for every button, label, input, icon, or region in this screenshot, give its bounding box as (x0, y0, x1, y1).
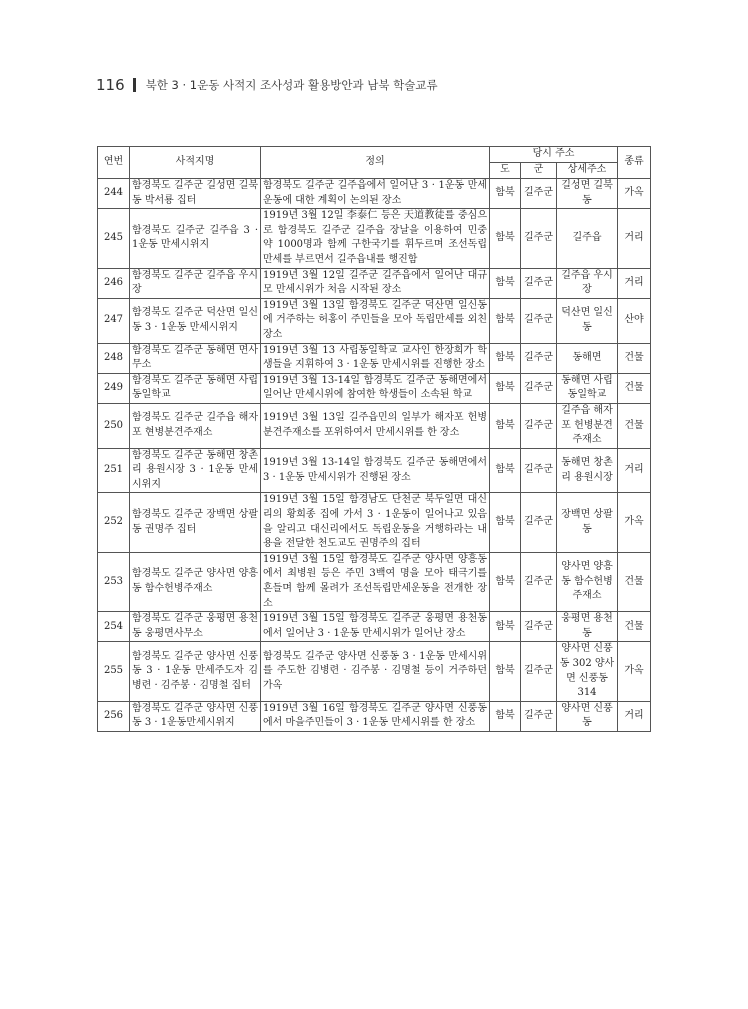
address-gun-cell: 길주군 (521, 268, 557, 298)
address-gun-cell: 길주군 (521, 552, 557, 611)
site-name-cell: 함경북도 길주군 덕산면 일신동 3 · 1운동 만세시위지 (130, 298, 261, 343)
address-gun-cell: 길주군 (521, 179, 557, 209)
address-do-cell: 함북 (490, 403, 521, 448)
row-number-cell: 245 (98, 209, 130, 268)
site-type-cell: 산야 (618, 298, 651, 343)
address-do-cell: 함북 (490, 701, 521, 731)
running-title: 북한 3 · 1운동 사적지 조사성과 활용방안과 남북 학술교류 (145, 78, 438, 92)
header-divider-bar (133, 78, 136, 92)
table-row (98, 701, 651, 731)
table-row (98, 209, 651, 268)
address-detail-cell: 장백면 상팔동 (557, 493, 618, 552)
site-type-cell: 가옥 (618, 642, 651, 701)
site-name-cell: 함경북도 길주군 장백면 상팔동 권명주 집터 (130, 493, 261, 552)
col-header-no: 연번 (98, 147, 130, 179)
address-gun-cell: 길주군 (521, 298, 557, 343)
col-header-type: 종류 (618, 147, 651, 179)
row-number-cell: 248 (98, 343, 130, 373)
address-do-cell: 함북 (490, 373, 521, 403)
address-detail-cell: 덕산면 일신동 (557, 298, 618, 343)
address-gun-cell: 길주군 (521, 373, 557, 403)
table-row (98, 612, 651, 642)
address-do-cell: 함북 (490, 268, 521, 298)
site-name-cell: 함경북도 길주군 동해면 창촌리 용원시장 3 · 1운동 만세시위지 (130, 448, 261, 493)
address-detail-cell: 동해면 사립동일학교 (557, 373, 618, 403)
address-detail-cell: 길성면 길북동 (557, 179, 618, 209)
definition-cell: 함경북도 길주군 길주읍에서 일어난 3 · 1운동 만세운동에 대한 계획이 논의된 장소 (261, 179, 490, 209)
address-do-cell: 함북 (490, 642, 521, 701)
address-gun-cell: 길주군 (521, 612, 557, 642)
row-number-cell: 256 (98, 701, 130, 731)
definition-cell: 1919년 3월 15일 함경북도 길주군 웅평면 용천동에서 일어난 3 · 1운동 만세시위가 일어난 장소 (261, 612, 490, 642)
address-gun-cell: 길주군 (521, 642, 557, 701)
address-do-cell: 함북 (490, 179, 521, 209)
address-do-cell: 함북 (490, 493, 521, 552)
site-name-cell: 함경북도 길주군 길주읍 해자포 현병분견주재소 (130, 403, 261, 448)
address-detail-cell: 동해면 (557, 343, 618, 373)
definition-cell: 1919년 3월 12일 길주군 길주읍에서 일어난 대규모 만세시위가 처음 시작된 장소 (261, 268, 490, 298)
definition-cell: 1919년 3월 15일 함경남도 단천군 북두일면 대신리의 황희종 집에 가서 3 · 1운동이 일어나고 있음을 알리고 대신리에서도 독립운동을 거행하라는 내용을 전달한 천도교도 권명주의 집터 (261, 493, 490, 552)
site-name-cell: 함경북도 길주군 동해면 사립동일학교 (130, 373, 261, 403)
definition-cell: 함경북도 길주군 양사면 신풍동 3 · 1운동 만세시위를 주도한 김병련 · 김주봉 · 김명철 등이 거주하던 가옥 (261, 642, 490, 701)
table-row (98, 403, 651, 448)
table-row (98, 343, 651, 373)
site-type-cell: 거리 (618, 268, 651, 298)
site-name-cell: 함경북도 길주군 길성면 길북동 박서룡 집터 (130, 179, 261, 209)
table-row (98, 552, 651, 611)
site-name-cell: 함경북도 길주군 길주읍 우시장 (130, 268, 261, 298)
definition-cell: 1919년 3월 12일 李泰仁 등은 天道教徒를 중심으로 함경북도 길주군 길주읍 장날을 이용하여 민중 약 1000명과 함께 구한국기를 휘두르며 조선독립만세를 부르면서 길주읍내를 행진함 (261, 209, 490, 268)
col-header-do: 도 (490, 163, 521, 179)
address-gun-cell: 길주군 (521, 448, 557, 493)
table-row (98, 493, 651, 552)
page-number: 116 (96, 76, 125, 94)
definition-cell: 1919년 3월 13 사립동일학교 교사인 한장희가 학생들을 지휘하여 3 · 1운동 만세시위를 진행한 장소 (261, 343, 490, 373)
site-type-cell: 가옥 (618, 179, 651, 209)
address-gun-cell: 길주군 (521, 209, 557, 268)
site-type-cell: 가옥 (618, 493, 651, 552)
col-header-definition: 정의 (261, 147, 490, 179)
definition-cell: 1919년 3월 13일 함경북도 길주군 덕산면 일신동에 거주하는 허홍이 주민들을 모아 독립만세를 외친 장소 (261, 298, 490, 343)
row-number-cell: 252 (98, 493, 130, 552)
address-detail-cell: 양사면 양흥동 함수헌병주재소 (557, 552, 618, 611)
row-number-cell: 246 (98, 268, 130, 298)
definition-cell: 1919년 3월 15일 함경북도 길주군 양사면 양흥동에서 최병원 등은 주민 3백여 명을 모아 태극기를 흔들며 함께 몰려가 조선독립만세운동을 전개한 장소 (261, 552, 490, 611)
row-number-cell: 244 (98, 179, 130, 209)
sites-table (97, 146, 651, 732)
site-type-cell: 거리 (618, 209, 651, 268)
address-gun-cell: 길주군 (521, 343, 557, 373)
address-gun-cell: 길주군 (521, 403, 557, 448)
address-gun-cell: 길주군 (521, 701, 557, 731)
table-row (98, 179, 651, 209)
col-header-address-group: 당시 주소 (490, 147, 618, 163)
site-name-cell: 함경북도 길주군 길주읍 3 · 1운동 만세시위지 (130, 209, 261, 268)
table-header-row (98, 147, 651, 163)
address-detail-cell: 길주읍 우시장 (557, 268, 618, 298)
address-detail-cell: 양사면 신풍동 (557, 701, 618, 731)
address-do-cell: 함북 (490, 612, 521, 642)
address-do-cell: 함북 (490, 448, 521, 493)
site-name-cell: 함경북도 길주군 양사면 신풍동 3 · 1운동 만세주도자 김병련 · 김주봉 · 김명철 집터 (130, 642, 261, 701)
table-row (98, 642, 651, 701)
running-header (96, 74, 438, 96)
definition-cell: 1919년 3월 13-14일 함경북도 길주군 동해면에서 3 · 1운동 만세시위가 진행된 장소 (261, 448, 490, 493)
col-header-detail: 상세주소 (557, 163, 618, 179)
address-detail-cell: 길주읍 해자포 헌병분견주재소 (557, 403, 618, 448)
table-row (98, 448, 651, 493)
site-name-cell: 함경북도 길주군 동해면 면사무소 (130, 343, 261, 373)
site-type-cell: 거리 (618, 448, 651, 493)
address-detail-cell: 양사면 신풍동 302 양사면 신풍동 314 (557, 642, 618, 701)
row-number-cell: 250 (98, 403, 130, 448)
address-gun-cell: 길주군 (521, 493, 557, 552)
site-name-cell: 함경북도 길주군 웅평면 용천동 웅평면사무소 (130, 612, 261, 642)
col-header-site: 사적지명 (130, 147, 261, 179)
definition-cell: 1919년 3월 13-14일 함경북도 길주군 동해면에서 일어난 만세시위에 참여한 학생들이 소속된 학교 (261, 373, 490, 403)
site-type-cell: 건물 (618, 373, 651, 403)
address-do-cell: 함북 (490, 298, 521, 343)
address-do-cell: 함북 (490, 209, 521, 268)
address-detail-cell: 웅평면 용천동 (557, 612, 618, 642)
row-number-cell: 255 (98, 642, 130, 701)
row-number-cell: 254 (98, 612, 130, 642)
site-type-cell: 건물 (618, 343, 651, 373)
address-do-cell: 함북 (490, 343, 521, 373)
col-header-gun: 군 (521, 163, 557, 179)
table-row (98, 298, 651, 343)
site-type-cell: 거리 (618, 701, 651, 731)
site-type-cell: 건물 (618, 552, 651, 611)
address-detail-cell: 동해면 창촌리 용원시장 (557, 448, 618, 493)
definition-cell: 1919년 3월 16일 함경북도 길주군 양사면 신풍동에서 마을주민들이 3 · 1운동 만세시위를 한 장소 (261, 701, 490, 731)
site-type-cell: 건물 (618, 612, 651, 642)
address-do-cell: 함북 (490, 552, 521, 611)
address-detail-cell: 길주읍 (557, 209, 618, 268)
row-number-cell: 247 (98, 298, 130, 343)
row-number-cell: 251 (98, 448, 130, 493)
definition-cell: 1919년 3월 13일 길주읍민의 일부가 해자포 헌병분견주재소를 포위하여서 만세시위를 한 장소 (261, 403, 490, 448)
site-type-cell: 건물 (618, 403, 651, 448)
site-name-cell: 함경북도 길주군 양사면 신풍동 3 · 1운동만세시위지 (130, 701, 261, 731)
table-row (98, 268, 651, 298)
site-name-cell: 함경북도 길주군 양사면 양흥동 함수헌병주재소 (130, 552, 261, 611)
table-row (98, 373, 651, 403)
row-number-cell: 249 (98, 373, 130, 403)
row-number-cell: 253 (98, 552, 130, 611)
